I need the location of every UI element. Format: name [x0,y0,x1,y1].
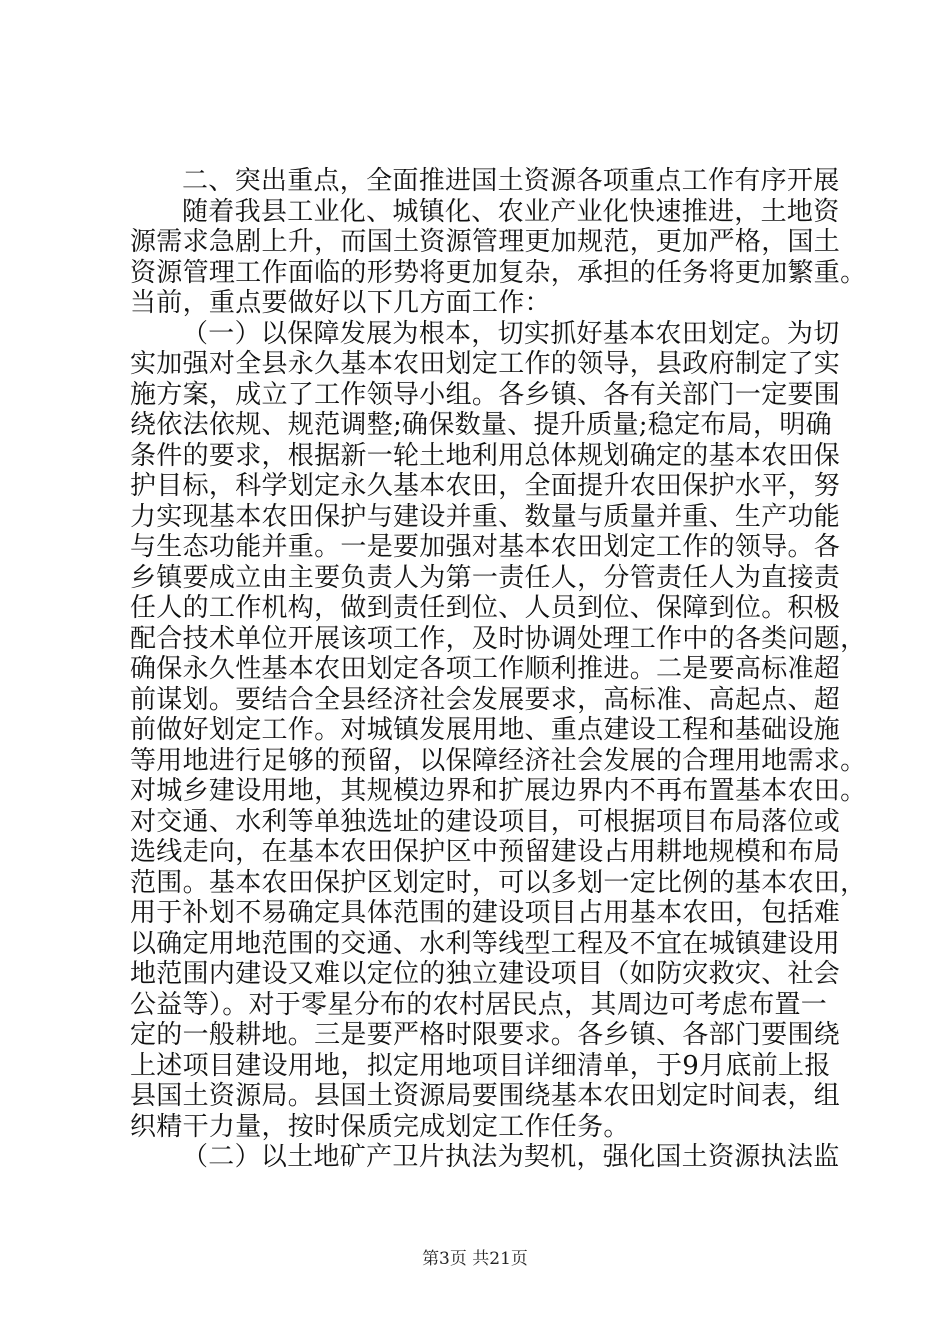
paragraph-line: 随着我县工业化、城镇化、农业产业化快速推进，土地资 [182,196,840,227]
paragraph-line: 护目标，科学划定永久基本农田，全面提升农田保护水平，努 [130,471,841,501]
subsection-line: （一）以保障发展为根本，切实抓好基本农田划定。为切 [182,318,840,349]
paragraph-line: 力实现基本农田保护与建设并重、数量与质量并重、生产功能 [130,501,841,532]
paragraph-line: 当前，重点要做好以下几方面工作： [130,288,551,318]
paragraph-line: 任人的工作机构，做到责任到位、人员到位、保障到位。积极 [130,593,841,623]
subsection-line: （二）以土地矿产卫片执法为契机，强化国土资源执法监 [182,1142,840,1172]
paragraph-line: 等用地进行足够的预留，以保障经济社会发展的合理用地需求。 [130,745,867,776]
paragraph-line: 以确定用地范围的交通、水利等线型工程及不宜在城镇建设用 [130,928,841,959]
document-body [130,166,867,1173]
paragraph-line: 前谋划。要结合全县经济社会发展要求，高标准、高起点、超 [130,684,841,715]
paragraph-line: 定的一般耕地。三是要严格时限要求。各乡镇、各部门要围绕 [130,1020,841,1050]
paragraph-line: 公益等）。对于零星分布的农村居民点，其周边可考虑布置一 [130,989,828,1020]
paragraph-line: 范围。基本农田保护区划定时，可以多划一定比例的基本农田， [130,867,867,898]
paragraph-line: 县国土资源局。县国土资源局要围绕基本农田划定时间表，组 [130,1081,841,1111]
paragraph-line: 条件的要求，根据新一轮土地利用总体规划确定的基本农田保 [130,440,841,471]
paragraph-line: 施方案，成立了工作领导小组。各乡镇、各有关部门一定要围 [130,379,841,410]
paragraph-line: 乡镇要成立由主要负责人为第一责任人，分管责任人为直接责 [130,562,841,593]
paragraph-line: 对城乡建设用地，其规模边界和扩展边界内不再布置基本农田。 [130,776,867,806]
paragraph-line: 上述项目建设用地，拟定用地项目详细清单，于9月底前上报 [130,1050,831,1081]
paragraph-line: 实加强对全县永久基本农田划定工作的领导，县政府制定了实 [130,349,841,379]
paragraph-line: 前做好划定工作。对城镇发展用地、重点建设工程和基础设施 [130,715,841,745]
paragraph-line: 选线走向，在基本农田保护区中预留建设占用耕地规模和布局 [130,837,841,867]
paragraph-line: 与生态功能并重。一是要加强对基本农田划定工作的领导。各 [130,532,841,562]
paragraph-line: 配合技术单位开展该项工作，及时协调处理工作中的各类问题， [130,623,867,654]
paragraph-line: 确保永久性基本农田划定各项工作顺利推进。二是要高标准超 [130,654,841,684]
section-heading: 二、突出重点，全面推进国土资源各项重点工作有序开展 [182,166,840,196]
page-number-footer: 第3页 共21页 [422,1249,528,1269]
paragraph-line: 对交通、水利等单独选址的建设项目，可根据项目布局落位或 [130,806,841,837]
paragraph-line: 用于补划不易确定具体范围的建设项目占用基本农田，包括难 [130,898,841,928]
paragraph-line: 源需求急剧上升，而国土资源管理更加规范，更加严格，国土 [130,227,841,257]
paragraph-line: 织精干力量，按时保质完成划定工作任务。 [130,1111,630,1142]
paragraph-line: 资源管理工作面临的形势将更加复杂，承担的任务将更加繁重。 [130,257,867,288]
paragraph-line: 地范围内建设又难以定位的独立建设项目（如防灾救灾、社会 [130,959,841,989]
paragraph-line: 绕依法依规、规范调整;确保数量、提升质量;稳定布局，明确 [130,410,832,440]
